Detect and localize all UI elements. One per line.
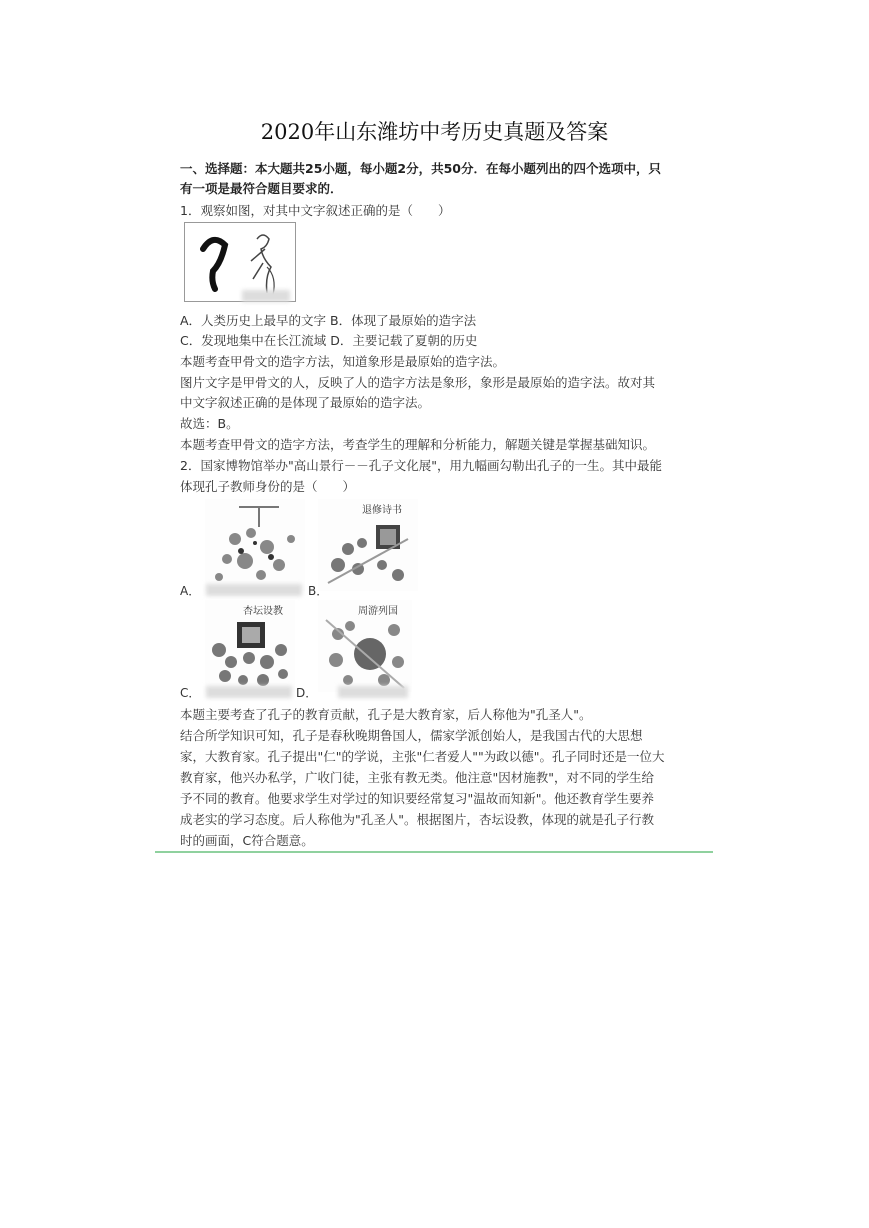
section-header-line-1: 一、选择题：本大题共25小题，每小题2分，共50分．在每小题列出的四个选项中，只 <box>180 161 661 176</box>
document-title: 2020年山东潍坊中考历史真题及答案 <box>260 120 609 144</box>
watermark-blur <box>206 686 292 698</box>
q2-stem-line-2: 体现孔子教师身份的是（ ） <box>180 479 356 494</box>
q1-answer: 故选：B。 <box>180 416 239 431</box>
watermark-blur <box>242 290 290 302</box>
q1-explanation-4: 本题考查甲骨文的造字方法，考查学生的理解和分析能力，解题关键是掌握基础知识。 <box>180 437 656 452</box>
q1-explanation-3: 中文字叙述正确的是体现了最原始的造字法。 <box>180 395 431 410</box>
q2-label-c: C． <box>180 686 201 700</box>
q2-stem-line-1: 2．国家博物馆举办"高山景行－－孔子文化展"，用九幅画勾勒出孔子的一生。其中最能 <box>180 458 662 473</box>
q2-explanation-1: 本题主要考查了孔子的教育贡献，孔子是大教育家，后人称他为"孔圣人"。 <box>180 707 592 722</box>
q2-explanation-7: 时的画面，C符合题意。 <box>180 833 314 848</box>
section-header-line-2: 有一项是最符合题目要求的． <box>180 181 343 196</box>
watermark-blur <box>206 584 302 596</box>
q2-picture-b-caption: 退修诗书 <box>362 505 402 516</box>
q2-picture-d <box>318 600 412 692</box>
green-divider-line <box>155 851 713 853</box>
q2-explanation-4: 教育家，他兴办私学，广收门徒，主张有教无类。他注意"因材施教"，对不同的学生给 <box>180 770 655 785</box>
q2-picture-c <box>205 600 295 692</box>
q1-stem: 1．观察如图，对其中文字叙述正确的是（ ） <box>180 203 451 218</box>
q1-explanation-1: 本题考查甲骨文的造字方法，知道象形是最原始的造字法。 <box>180 354 506 369</box>
q2-explanation-2: 结合所学知识可知，孔子是春秋晚期鲁国人，儒家学派创始人，是我国古代的大思想 <box>180 728 643 743</box>
q2-explanation-6: 成老实的学习态度。后人称他为"孔圣人"。根据图片，杏坛设教，体现的就是孔子行教 <box>180 812 655 827</box>
q2-label-b: B． <box>308 584 329 598</box>
q2-picture-d-caption: 周游列国 <box>358 606 398 617</box>
watermark-blur <box>338 686 408 698</box>
q2-picture-b <box>318 499 418 591</box>
q1-explanation-2: 图片文字是甲骨文的人，反映了人的造字方法是象形，象形是最原始的造字法。故对其 <box>180 375 656 390</box>
q1-options-cd: C．发现地集中在长江流域 D．主要记载了夏朝的历史 <box>180 333 478 348</box>
q2-picture-a <box>205 499 305 591</box>
q2-explanation-3: 家，大教育家。孔子提出"仁"的学说，主张"仁者爱人""为政以德"。孔子同时还是一位大 <box>180 749 665 764</box>
q2-picture-c-caption: 杏坛设教 <box>243 606 283 617</box>
q1-options-ab: A．人类历史上最早的文字 B．体现了最原始的造字法 <box>180 313 477 328</box>
q2-explanation-5: 予不同的教育。他要求学生对学过的知识要经常复习"温故而知新"。他还教育学生要养 <box>180 791 655 806</box>
q2-label-d: D． <box>296 686 318 700</box>
q2-label-a: A． <box>180 584 201 598</box>
